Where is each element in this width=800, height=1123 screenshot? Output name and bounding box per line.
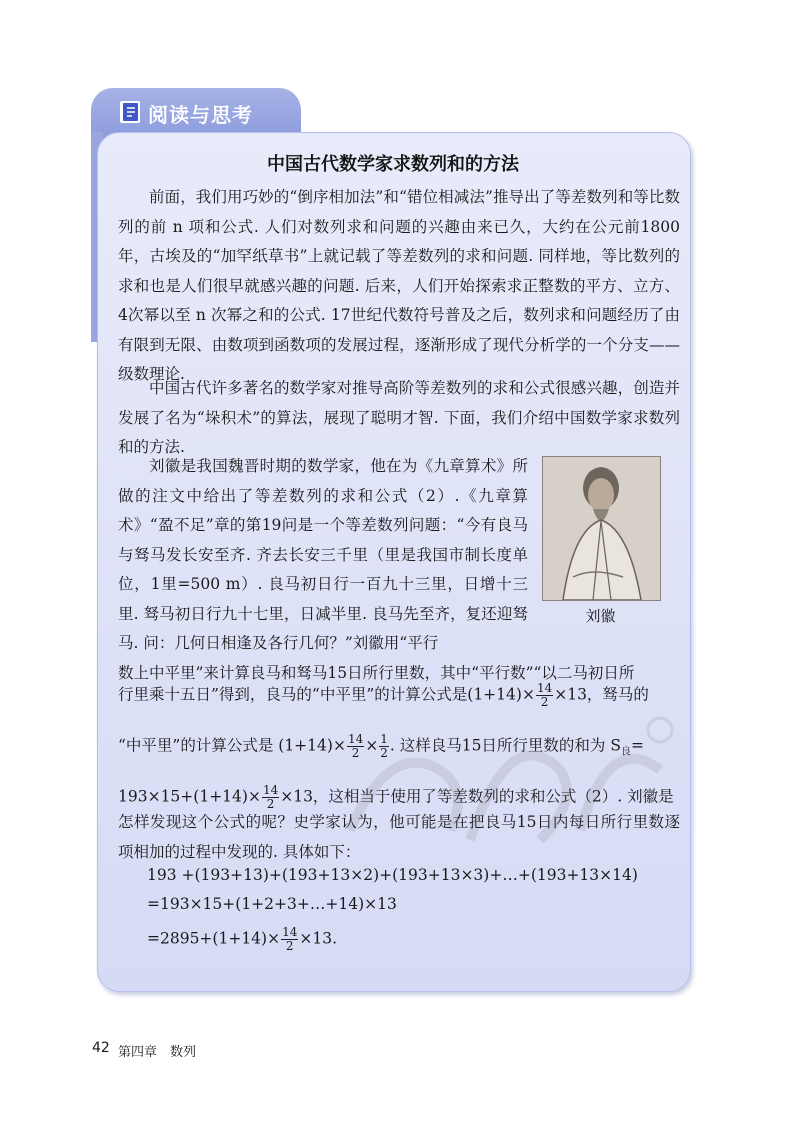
portrait-caption: 刘徽 xyxy=(585,607,616,625)
book-icon xyxy=(119,100,141,124)
section-tab-title: 阅读与思考 xyxy=(148,103,253,127)
math-text: ×13，驽马的 xyxy=(554,685,649,704)
subscript-liang: 良 xyxy=(620,746,631,758)
math-text: 行里乘十五日”得到，良马的“中平里”的计算公式是(1+14)× xyxy=(118,685,535,704)
math-text: “中平里”的计算公式是 (1+14)× xyxy=(118,736,346,755)
fraction-14-2: $\frac{14}{2}$ xyxy=(282,925,298,953)
fraction-1-2: $\frac{1}{2}$ xyxy=(380,732,388,760)
math-text: 193×15+(1+14)× xyxy=(118,787,261,806)
equation-line-2: =193×15+(1+2+3+…+14)×13 xyxy=(147,895,397,913)
fraction-14-2: $\frac{14}{2}$ xyxy=(347,732,364,760)
paragraph-duojishu: 中国古代许多著名的数学家对推导高阶等差数列的求和公式很感兴趣，创造并发展了名为“垛积术”的算法，展现了聪明才智. 下面，我们介绍中国数学家求数列和的方法. xyxy=(118,379,680,456)
fraction-14-2: $\frac{14}{2}$ xyxy=(536,681,553,709)
paragraph-liuhui: 刘徽是我国魏晋时期的数学家，他在为《九章算术》所做的注文中给出了等差数列的求和公式（2）.《九章算术》“盈不足”章的第19问是一个等差数列问题：“今有良马与驽马发长安至齐. 齐去长安三千里（里是我国市制长度单位，1里=500 m）. 良马初日行一百九十三里，日增十三里. 驽马初日行九十七里，日减半里. 良马先至齐，复还迎驽马. 问：几何日相逢及各行几何？”刘徽用“平行 xyxy=(118,457,528,652)
math-text: =2895+(1+14)× xyxy=(147,929,281,948)
math-text: = xyxy=(630,736,644,755)
equation-line-3 xyxy=(147,926,337,953)
paragraph-closing: 怎样发现这个公式的呢？史学家认为，他可能是在把良马15日内每日所行里数逐项相加的过程中发现的. 具体如下： xyxy=(118,813,680,861)
chapter-label: 第四章 数列 xyxy=(118,1045,197,1060)
fraction-14-2: $\frac{14}{2}$ xyxy=(262,783,279,811)
paragraph-intro: 前面，我们用巧妙的“倒序相加法”和“错位相减法”推导出了等差数列和等比数列的前 n 项和公式. 人们对数列求和问题的兴趣由来已久，大约在公元前1800年，古埃及的“加罕纸草书”上就记载了等差数列的求和问题. 同样地，等比数列的求和也是人们很早就感兴趣的问题. 后来，人们开始探索求正整数的平方、立方、4次幂以至 n 次幂之和的公式. 17世纪代数符号普及之后，数列求和问题经历了由有限到无限、由数项到函数项的发展过程，逐渐形成了现代分析学的一个分支——级数理论. xyxy=(118,188,680,383)
math-text: × xyxy=(365,736,379,755)
math-text: . 这样良马15日所行里数的和为 S xyxy=(389,736,621,755)
math-text: ×13，这相当于使用了等差数列的求和公式（2）. 刘徽是 xyxy=(280,787,674,806)
equation-line-1: 193 +(193+13)+(193+13×2)+(193+13×3)+…+(193+13×14) xyxy=(147,866,638,884)
page-number: 42 xyxy=(92,1040,110,1056)
article-heading: 中国古代数学家求数列和的方法 xyxy=(267,154,519,175)
watermark-logo xyxy=(330,700,690,870)
liu-hui-portrait xyxy=(542,456,661,601)
math-text: ×13. xyxy=(299,929,337,948)
paragraph-liuhui-cont: 数上中平里”来计算良马和驽马15日所行里数，其中“平行数”“以二马初日所 xyxy=(118,664,635,682)
